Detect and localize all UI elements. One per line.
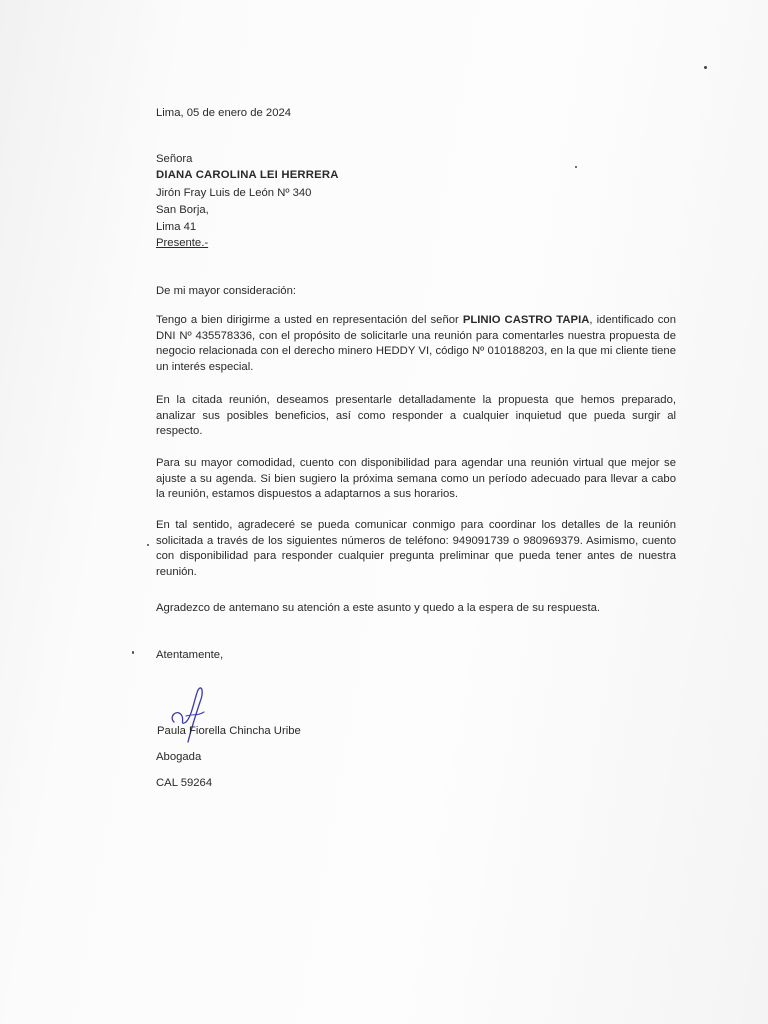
- paragraph-1-part-a: Tengo a bien dirigirme a usted en representación del señor: [156, 314, 463, 326]
- addressee-presente: Presente.-: [156, 237, 209, 249]
- greeting: De mi mayor consideración:: [156, 285, 297, 297]
- addressee-address-line2: San Borja,: [156, 204, 209, 216]
- paragraph-3: Para su mayor comodidad, cuento con disponibilidad para agendar una reunión virtual que mejor se ajuste a su agenda. Si bien sugiero la próxima semana como un período adecuado para llevar a cabo la reunión, estamos dispuestos a adaptarnos a sus horarios.: [156, 457, 676, 500]
- signer-registry: CAL 59264: [156, 777, 213, 789]
- letter-date: Lima, 05 de enero de 2024: [156, 107, 292, 119]
- scan-speck: [575, 166, 577, 168]
- signer-name: Paula Fiorella Chincha Uribe: [157, 725, 301, 737]
- paragraph-4: En tal sentido, agradeceré se pueda comunicar conmigo para coordinar los detalles de la reunión solicitada a través de los siguientes números de teléfono: 949091739 o 980969379. Asimismo, cuento con disponibilidad para responder cualquier pregunta preliminar que pueda tener antes de nuestra reunión.: [156, 519, 676, 578]
- closing: Atentamente,: [156, 649, 224, 661]
- paragraph-1: [156, 313, 676, 375]
- signer-title: Abogada: [156, 751, 202, 763]
- addressee-name: DIANA CAROLINA LEI HERRERA: [156, 169, 339, 181]
- addressee-address-line3: Lima 41: [156, 221, 197, 233]
- addressee-address-line1: Jirón Fray Luis de León Nº 340: [156, 187, 312, 199]
- scan-speck: [132, 651, 134, 654]
- scan-speck: [147, 544, 149, 546]
- scan-speck: [704, 66, 707, 69]
- paragraph-1-part-b: , identificado con DNI Nº 435578336, con el propósito de solicitarle una reunión para comentarles nuestra propuesta de negocio relacionada con el derecho minero HEDDY VI, código Nº 010188203, en la que mi cliente tiene un interés especial.: [156, 314, 676, 373]
- paragraph-5: Agradezco de antemano su atención a este asunto y quedo a la espera de su respuesta.: [156, 602, 601, 614]
- paragraph-2: En la citada reunión, deseamos presentarle detalladamente la propuesta que hemos preparado, analizar sus posibles beneficios, así como responder a cualquier inquietud que pueda surgir al respecto.: [156, 394, 676, 437]
- client-name: PLINIO CASTRO TAPIA: [462, 314, 590, 326]
- addressee-salutation: Señora: [156, 153, 193, 165]
